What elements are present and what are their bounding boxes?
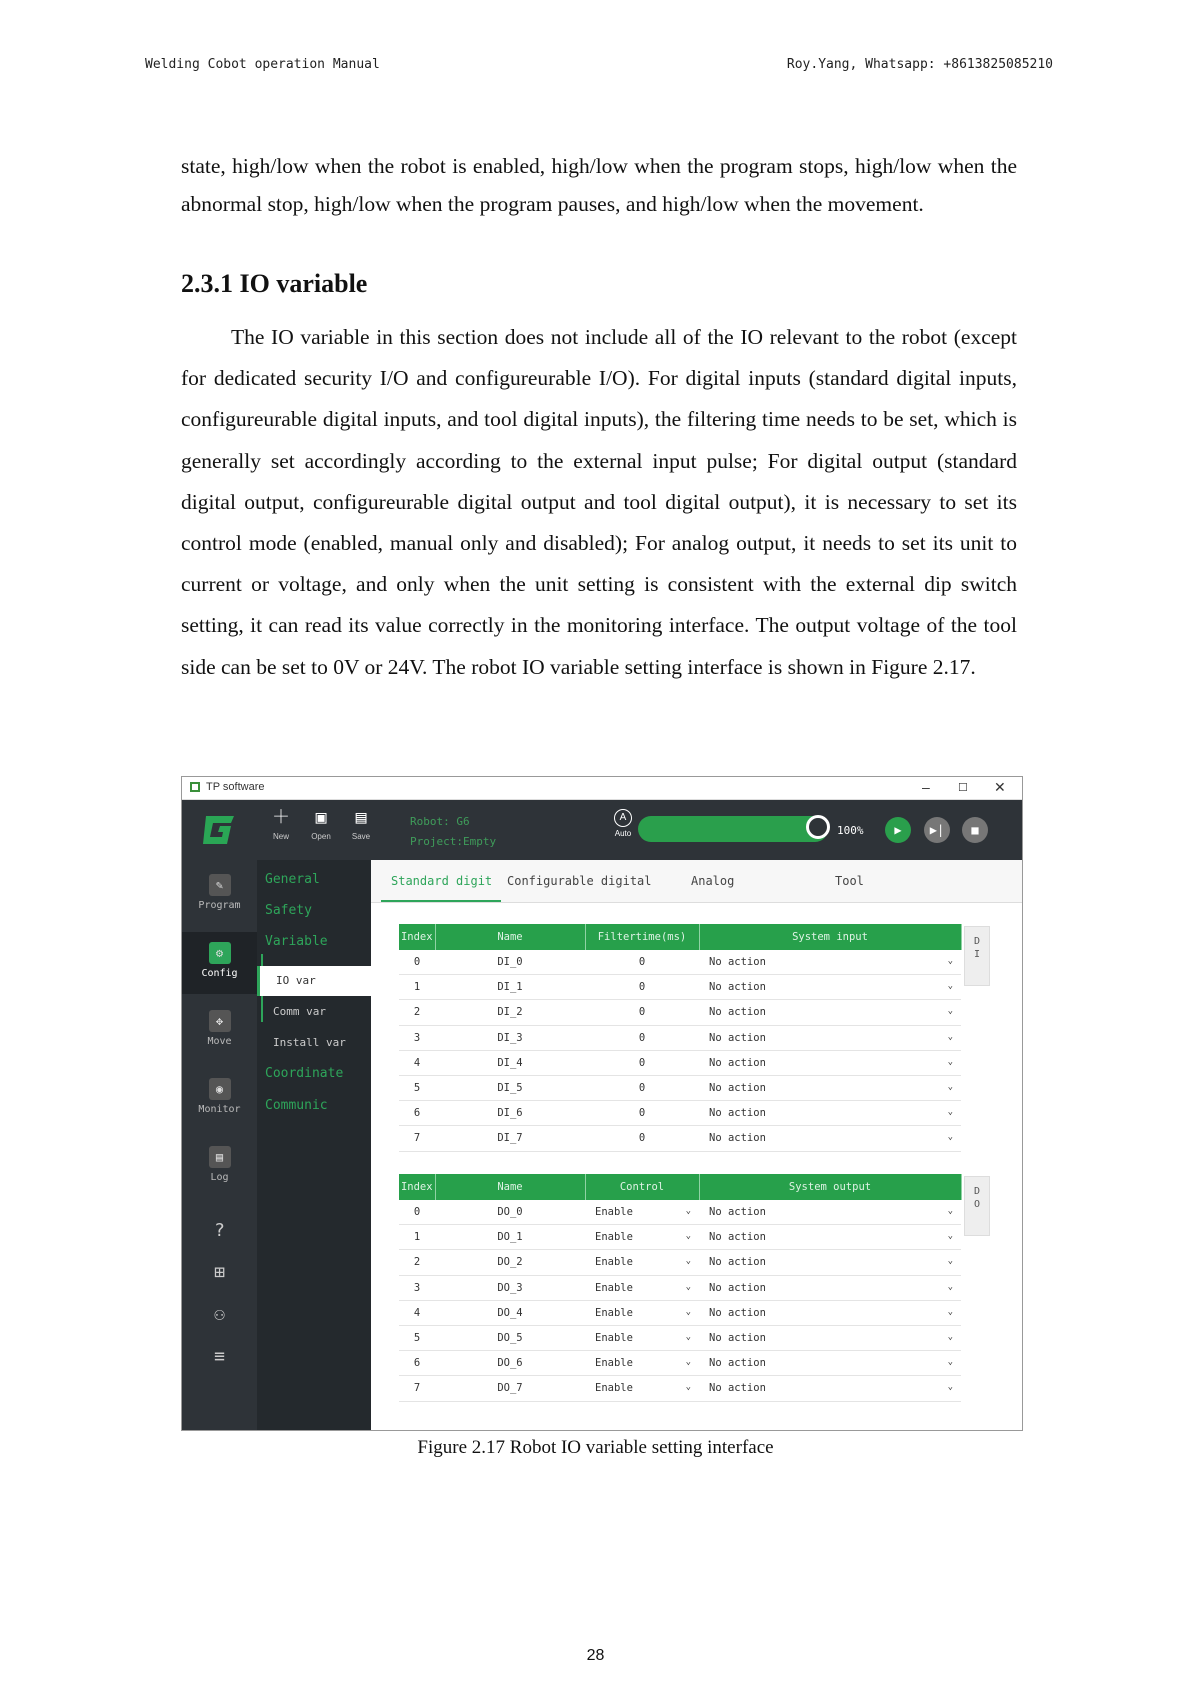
subnav-general[interactable]: General [265,872,320,887]
digital-output-table [399,1174,962,1402]
do-cell-control[interactable]: Enable ⌄ [585,1200,699,1225]
di-cell-name: DI_5 [435,1075,585,1100]
do-cell-control[interactable]: Enable ⌄ [585,1376,699,1401]
do-cell-name: DO_3 [435,1275,585,1300]
chevron-down-icon[interactable]: ⌄ [947,1031,953,1042]
di-row [399,1126,961,1151]
robot-label: Robot: G6 [410,815,470,828]
nav-log[interactable]: ▤ Log [182,1146,257,1200]
toolbar [182,800,1022,860]
chevron-down-icon[interactable]: ⌄ [947,1332,953,1343]
di-row [399,950,961,975]
content-panel [371,860,1022,1430]
di-cell-name: DI_4 [435,1050,585,1075]
digital-input-table [399,924,962,1152]
di-cell-index: 3 [399,1025,435,1050]
di-cell-name: DI_3 [435,1025,585,1050]
do-cell-name: DO_5 [435,1325,585,1350]
figure-caption: Figure 2.17 Robot IO variable setting interface [417,1437,774,1458]
menu-icon[interactable]: ≡ [214,1346,225,1367]
io-tabs [371,860,1022,903]
di-cell-filtertime: 0 [585,1025,699,1050]
di-cell-index: 6 [399,1101,435,1126]
di-header-filtertime: Filtertime(ms) [585,924,699,950]
chevron-down-icon[interactable]: ⌄ [685,1332,691,1343]
di-cell-index: 5 [399,1075,435,1100]
save-button[interactable]: ▤ Save [346,808,376,841]
window-title: TP software [206,781,265,793]
tab-tool[interactable]: Tool [835,874,864,888]
di-row [399,1075,961,1100]
move-icon: ✥ [209,1010,231,1032]
body-paragraph [181,317,1017,688]
tab-standard-digit[interactable]: Standard digit [391,874,493,888]
config-subnav [257,860,371,1430]
do-cell-system-output[interactable]: No action ⌄ [699,1325,961,1350]
do-cell-system-output[interactable]: No action ⌄ [699,1200,961,1225]
chevron-down-icon[interactable]: ⌄ [947,1082,953,1093]
log-icon: ▤ [209,1146,231,1168]
do-cell-name: DO_2 [435,1250,585,1275]
do-header-control: Control [585,1174,699,1200]
nav-config[interactable]: ⚙ Config [182,932,257,994]
di-row [399,1000,961,1025]
chevron-down-icon[interactable]: ⌄ [685,1382,691,1393]
tab-configurable-digital[interactable]: Configurable digital [507,874,652,888]
intro-paragraph: state, high/low when the robot is enabled, high/low when the program stops, high/low when the abnormal stop, high/low when the program pauses, and high/low when the movement. [181,154,1017,216]
di-cell-index: 1 [399,975,435,1000]
chevron-down-icon[interactable]: ⌄ [947,1107,953,1118]
do-cell-name: DO_7 [435,1376,585,1401]
do-header-name: Name [435,1174,585,1200]
do-cell-system-output[interactable]: No action ⌄ [699,1351,961,1376]
do-cell-system-output[interactable]: No action ⌄ [699,1275,961,1300]
subnav-variable[interactable]: Variable [265,934,328,949]
tab-analog[interactable]: Analog [691,874,735,888]
chevron-down-icon[interactable]: ⌄ [685,1231,691,1242]
di-cell-name: DI_0 [435,950,585,975]
di-cell-name: DI_7 [435,1126,585,1151]
user-icon[interactable]: ⚇ [214,1304,225,1325]
chevron-down-icon[interactable]: ⌄ [685,1306,691,1317]
body-paragraph-text: The IO variable in this section does not include all of the IO relevant to the robot (except for dedicated security I/O and configureurable I/O). For digital inputs (standard digital inputs, configureurable digital inputs, and tool digital inputs), the filtering time needs to be set, which is generally set accordingly according to the external input pulse; For digital output (standard digital output, configureurable digital output and tool digital output), it is necessary to set its control mode (enabled, manual only and disabled); For analog output, it needs to set its unit to current or voltage, and only when the unit setting is consistent with the external dip switch setting, it can read its value correctly in the monitoring interface. The output voltage of the tool side can be set to 0V or 24V. The robot IO variable setting interface is shown in Figure 2.17. [181,325,1017,679]
subnav-comm-var[interactable]: Comm var [273,1005,326,1018]
do-row [399,1300,961,1325]
di-header-name: Name [435,924,585,950]
di-cell-filtertime: 0 [585,950,699,975]
chevron-down-icon[interactable]: ⌄ [685,1256,691,1267]
chevron-down-icon[interactable]: ⌄ [685,1206,691,1217]
di-cell-name: DI_1 [435,975,585,1000]
chevron-down-icon[interactable]: ⌄ [947,1357,953,1368]
do-cell-control[interactable]: Enable ⌄ [585,1250,699,1275]
close-icon[interactable]: ✕ [994,779,1006,795]
di-row [399,1050,961,1075]
running-header-right: Roy.Yang, Whatsapp: +8613825085210 [786,57,1053,72]
nav-program[interactable]: ✎ Program [182,874,257,928]
di-cell-system-input[interactable]: No action ⌄ [699,1000,961,1025]
di-cell-system-input[interactable]: No action ⌄ [699,1101,961,1126]
do-cell-name: DO_4 [435,1300,585,1325]
chevron-down-icon[interactable]: ⌄ [947,1006,953,1017]
di-cell-system-input[interactable]: No action ⌄ [699,950,961,975]
do-cell-control[interactable]: Enable ⌄ [585,1225,699,1250]
di-cell-system-input[interactable]: No action ⌄ [699,1025,961,1050]
folder-icon: ▣ [315,807,327,828]
do-cell-index: 4 [399,1300,435,1325]
do-row [399,1200,961,1225]
new-button[interactable]: ＋ New [266,808,296,841]
di-header-system-input: System input [699,924,961,950]
do-cell-name: DO_6 [435,1351,585,1376]
subnav-coordinate[interactable]: Coordinate [265,1066,344,1081]
io-variable-screenshot [181,776,1023,1431]
chevron-down-icon[interactable]: ⌄ [947,1306,953,1317]
di-cell-index: 2 [399,1000,435,1025]
do-header-system-output: System output [699,1174,961,1200]
di-cell-name: DI_6 [435,1101,585,1126]
left-nav [182,860,257,1430]
di-cell-filtertime: 0 [585,1050,699,1075]
di-cell-name: DI_2 [435,1000,585,1025]
di-cell-system-input[interactable]: No action ⌄ [699,1050,961,1075]
do-cell-system-output[interactable]: No action ⌄ [699,1250,961,1275]
app-logo-icon [190,782,200,792]
do-cell-index: 5 [399,1325,435,1350]
minimize-icon[interactable]: – [922,779,930,795]
do-cell-index: 1 [399,1225,435,1250]
chevron-down-icon[interactable]: ⌄ [685,1357,691,1368]
do-cell-system-output[interactable]: No action ⌄ [699,1376,961,1401]
do-cell-index: 3 [399,1275,435,1300]
di-cell-filtertime: 0 [585,1126,699,1151]
di-side-tab[interactable]: D I [964,926,990,986]
chevron-down-icon[interactable]: ⌄ [947,1231,953,1242]
do-cell-control[interactable]: Enable ⌄ [585,1300,699,1325]
window-titlebar [182,777,1022,800]
chevron-down-icon[interactable]: ⌄ [947,1206,953,1217]
do-side-tab[interactable]: D O [964,1176,990,1236]
do-row [399,1376,961,1401]
chevron-down-icon[interactable]: ⌄ [947,1132,953,1143]
speed-slider[interactable] [638,816,828,842]
auto-icon: A [614,809,632,827]
chevron-down-icon[interactable]: ⌄ [947,981,953,992]
active-tab-indicator [381,900,501,902]
do-cell-control[interactable]: Enable ⌄ [585,1275,699,1300]
chevron-down-icon[interactable]: ⌄ [947,1281,953,1292]
do-cell-index: 2 [399,1250,435,1275]
chevron-down-icon[interactable]: ⌄ [685,1281,691,1292]
di-header-index: Index [399,924,435,950]
subnav-safety[interactable]: Safety [265,903,312,918]
di-cell-system-input[interactable]: No action ⌄ [699,975,961,1000]
stop-button[interactable]: ■ [962,817,988,843]
subnav-communic[interactable]: Communic [265,1098,328,1113]
robot-info [410,812,496,852]
nav-move[interactable]: ✥ Move [182,1010,257,1064]
step-button[interactable]: ▶| [924,817,950,843]
do-cell-index: 6 [399,1351,435,1376]
di-cell-index: 7 [399,1126,435,1151]
di-row [399,1025,961,1050]
project-label: Project:Empty [410,835,497,848]
speed-value: 100% [837,824,864,837]
do-cell-control[interactable]: Enable ⌄ [585,1351,699,1376]
chevron-down-icon[interactable]: ⌄ [947,1382,953,1393]
chevron-down-icon[interactable]: ⌄ [947,956,953,967]
apps-icon[interactable]: ⊞ [214,1262,225,1283]
do-cell-system-output[interactable]: No action ⌄ [699,1300,961,1325]
do-row [399,1325,961,1350]
do-cell-index: 0 [399,1200,435,1225]
monitor-icon: ◉ [209,1078,231,1100]
di-cell-index: 4 [399,1050,435,1075]
section-title: 2.3.1 IO variable [181,269,368,298]
plus-icon: ＋ [272,807,290,828]
config-icon: ⚙ [209,942,231,964]
subnav-io-var[interactable]: IO var [257,966,371,996]
chevron-down-icon[interactable]: ⌄ [947,1056,953,1067]
play-button[interactable]: ▶ [885,817,911,843]
help-icon[interactable]: ? [214,1220,225,1241]
do-header-index: Index [399,1174,435,1200]
program-icon: ✎ [209,874,231,896]
di-cell-filtertime: 0 [585,1000,699,1025]
do-cell-name: DO_1 [435,1225,585,1250]
do-cell-index: 7 [399,1376,435,1401]
do-row [399,1351,961,1376]
di-row [399,1101,961,1126]
open-button[interactable]: ▣ Open [306,808,336,841]
subnav-install-var[interactable]: Install var [273,1036,346,1049]
di-row [399,975,961,1000]
do-cell-control[interactable]: Enable ⌄ [585,1325,699,1350]
di-cell-index: 0 [399,950,435,975]
do-cell-system-output[interactable]: No action ⌄ [699,1225,961,1250]
do-row [399,1250,961,1275]
di-cell-system-input[interactable]: No action ⌄ [699,1075,961,1100]
maximize-icon[interactable]: ☐ [958,782,968,794]
do-row [399,1275,961,1300]
di-cell-filtertime: 0 [585,1101,699,1126]
auto-mode-button[interactable]: A Auto [614,809,632,838]
di-cell-system-input[interactable]: No action ⌄ [699,1126,961,1151]
di-cell-filtertime: 0 [585,1075,699,1100]
chevron-down-icon[interactable]: ⌄ [947,1256,953,1267]
do-row [399,1225,961,1250]
brand-logo-icon [200,812,238,848]
speed-slider-knob[interactable] [806,815,830,839]
nav-monitor[interactable]: ◉ Monitor [182,1078,257,1132]
running-header-left: Welding Cobot operation Manual [145,57,380,72]
do-cell-name: DO_0 [435,1200,585,1225]
di-cell-filtertime: 0 [585,975,699,1000]
page-number: 28 [586,1647,605,1664]
save-icon: ▤ [355,807,367,828]
